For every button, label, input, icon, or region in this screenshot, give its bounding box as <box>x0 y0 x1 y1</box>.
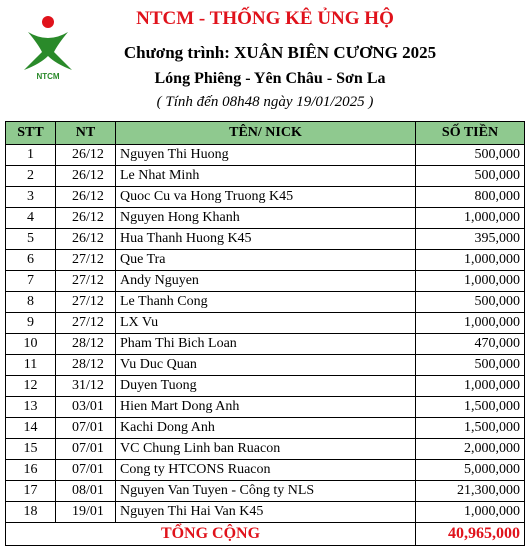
logo-text: NTCM <box>36 72 60 81</box>
cell-date: 27/12 <box>56 313 116 334</box>
cell-name: Duyen Tuong <box>116 376 416 397</box>
report-title: NTCM - THỐNG KÊ ỦNG HỘ <box>136 8 394 29</box>
cell-stt: 13 <box>6 397 56 418</box>
cell-date: 26/12 <box>56 229 116 250</box>
cell-stt: 8 <box>6 292 56 313</box>
cell-stt: 16 <box>6 460 56 481</box>
cell-date: 27/12 <box>56 250 116 271</box>
table-header-row <box>6 122 525 145</box>
total-label: TỔNG CỘNG <box>6 523 416 546</box>
cell-stt: 2 <box>6 166 56 187</box>
cell-name: Nguyen Thi Hai Van K45 <box>116 502 416 523</box>
cell-date: 31/12 <box>56 376 116 397</box>
cell-name: Hua Thanh Huong K45 <box>116 229 416 250</box>
cell-amount: 1,000,000 <box>416 271 525 292</box>
cell-name: Quoc Cu va Hong Truong K45 <box>116 187 416 208</box>
cell-amount: 500,000 <box>416 355 525 376</box>
cell-stt: 17 <box>6 481 56 502</box>
cell-stt: 11 <box>6 355 56 376</box>
cell-stt: 15 <box>6 439 56 460</box>
cell-amount: 500,000 <box>416 145 525 166</box>
cell-date: 26/12 <box>56 166 116 187</box>
table-row <box>6 502 525 523</box>
cell-stt: 7 <box>6 271 56 292</box>
as-of-time: ( Tính đến 08h48 ngày 19/01/2025 ) <box>156 94 374 110</box>
cell-amount: 1,500,000 <box>416 397 525 418</box>
cell-amount: 500,000 <box>416 292 525 313</box>
cell-name: Le Thanh Cong <box>116 292 416 313</box>
table-row <box>6 313 525 334</box>
cell-name: Nguyen Hong Khanh <box>116 208 416 229</box>
cell-name: Le Nhat Minh <box>116 166 416 187</box>
col-header-amount: SỐ TIỀN <box>416 122 525 145</box>
cell-date: 26/12 <box>56 145 116 166</box>
table-row <box>6 355 525 376</box>
cell-date: 08/01 <box>56 481 116 502</box>
report-header <box>0 0 530 120</box>
cell-stt: 5 <box>6 229 56 250</box>
cell-amount: 1,000,000 <box>416 313 525 334</box>
cell-name: VC Chung Linh ban Ruacon <box>116 439 416 460</box>
cell-stt: 9 <box>6 313 56 334</box>
cell-amount: 1,000,000 <box>416 208 525 229</box>
cell-name: Andy Nguyen <box>116 271 416 292</box>
cell-amount: 500,000 <box>416 166 525 187</box>
cell-date: 07/01 <box>56 460 116 481</box>
cell-amount: 800,000 <box>416 187 525 208</box>
cell-amount: 21,300,000 <box>416 481 525 502</box>
table-row <box>6 166 525 187</box>
col-header-stt: STT <box>6 122 56 145</box>
cell-name: Cong ty HTCONS Ruacon <box>116 460 416 481</box>
table-row <box>6 334 525 355</box>
cell-stt: 6 <box>6 250 56 271</box>
cell-stt: 1 <box>6 145 56 166</box>
cell-name: Hien Mart Dong Anh <box>116 397 416 418</box>
cell-stt: 14 <box>6 418 56 439</box>
table-row <box>6 460 525 481</box>
cell-date: 07/01 <box>56 439 116 460</box>
cell-stt: 10 <box>6 334 56 355</box>
location: Lóng Phiêng - Yên Châu - Sơn La <box>154 70 386 87</box>
cell-name: Nguyen Van Tuyen - Công ty NLS <box>116 481 416 502</box>
table-row <box>6 376 525 397</box>
cell-name: Que Tra <box>116 250 416 271</box>
cell-amount: 1,000,000 <box>416 376 525 397</box>
cell-stt: 4 <box>6 208 56 229</box>
cell-amount: 5,000,000 <box>416 460 525 481</box>
donation-table <box>5 121 525 546</box>
table-row <box>6 271 525 292</box>
cell-date: 28/12 <box>56 334 116 355</box>
total-amount: 40,965,000 <box>416 523 525 546</box>
program-name: Chương trình: XUÂN BIÊN CƯƠNG 2025 <box>123 43 437 62</box>
cell-amount: 395,000 <box>416 229 525 250</box>
cell-name: Nguyen Thi Huong <box>116 145 416 166</box>
cell-date: 19/01 <box>56 502 116 523</box>
table-row <box>6 250 525 271</box>
cell-date: 27/12 <box>56 271 116 292</box>
table-row <box>6 292 525 313</box>
total-row <box>6 523 525 546</box>
table-row <box>6 439 525 460</box>
col-header-name: TÊN/ NICK <box>116 122 416 145</box>
cell-date: 26/12 <box>56 208 116 229</box>
cell-name: Pham Thi Bich Loan <box>116 334 416 355</box>
table-row <box>6 208 525 229</box>
cell-amount: 1,500,000 <box>416 418 525 439</box>
table-row <box>6 187 525 208</box>
cell-date: 26/12 <box>56 187 116 208</box>
cell-stt: 18 <box>6 502 56 523</box>
cell-date: 07/01 <box>56 418 116 439</box>
cell-name: LX Vu <box>116 313 416 334</box>
cell-stt: 3 <box>6 187 56 208</box>
cell-amount: 1,000,000 <box>416 502 525 523</box>
cell-date: 27/12 <box>56 292 116 313</box>
table-row <box>6 397 525 418</box>
cell-amount: 470,000 <box>416 334 525 355</box>
cell-date: 28/12 <box>56 355 116 376</box>
cell-name: Vu Duc Quan <box>116 355 416 376</box>
cell-name: Kachi Dong Anh <box>116 418 416 439</box>
table-row <box>6 145 525 166</box>
cell-amount: 1,000,000 <box>416 250 525 271</box>
cell-date: 03/01 <box>56 397 116 418</box>
table-row <box>6 418 525 439</box>
cell-stt: 12 <box>6 376 56 397</box>
table-row <box>6 481 525 502</box>
table-row <box>6 229 525 250</box>
cell-amount: 2,000,000 <box>416 439 525 460</box>
col-header-nt: NT <box>56 122 116 145</box>
